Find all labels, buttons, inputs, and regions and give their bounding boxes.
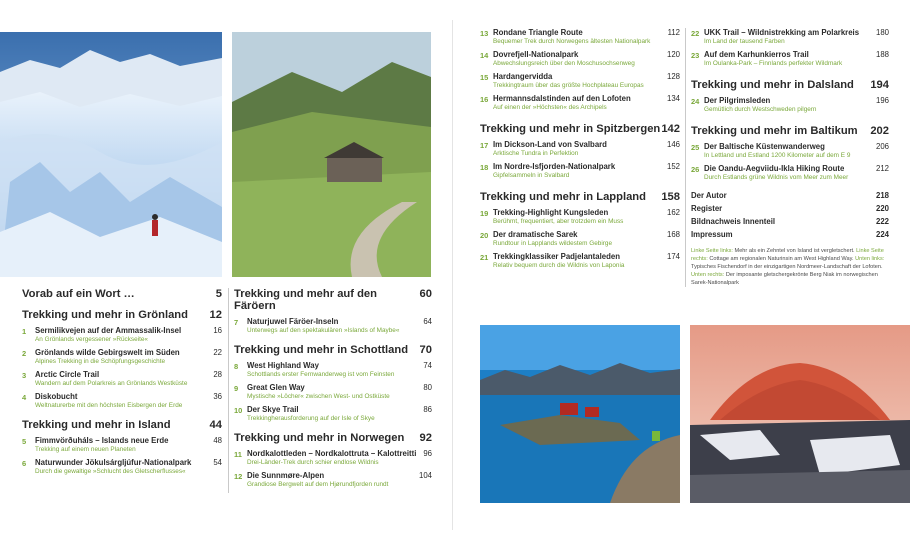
section-title: Trekking und mehr in Spitzbergen bbox=[480, 123, 661, 135]
toc-column-left-2 bbox=[228, 288, 432, 493]
toc-column-right-1 bbox=[480, 28, 680, 274]
entry-number: 8 bbox=[234, 362, 239, 371]
entry-number: 16 bbox=[480, 95, 489, 104]
entry-title: Der Baltische Küstenwanderweg bbox=[704, 142, 825, 151]
entry-number: 7 bbox=[234, 318, 239, 327]
entry-page: 180 bbox=[875, 28, 889, 37]
section-schottland bbox=[234, 344, 432, 422]
entry-page: 146 bbox=[666, 140, 680, 149]
back-matter-item[interactable] bbox=[691, 191, 889, 200]
entry-page: 86 bbox=[423, 405, 432, 414]
entry-number: 23 bbox=[691, 51, 700, 60]
entry-number: 20 bbox=[480, 231, 489, 240]
toc-entry[interactable] bbox=[480, 252, 680, 269]
photo-glacier bbox=[0, 32, 222, 277]
toc-entry[interactable] bbox=[691, 96, 889, 113]
entry-page: 120 bbox=[666, 50, 680, 59]
entry-title: Diskobucht bbox=[35, 392, 78, 401]
entry-number: 1 bbox=[22, 327, 27, 336]
back-matter-item[interactable] bbox=[691, 217, 889, 226]
entry-number: 17 bbox=[480, 141, 489, 150]
toc-entry[interactable] bbox=[691, 164, 889, 181]
entry-page: 128 bbox=[666, 72, 680, 81]
entry-subtitle: Relativ bequem durch die Wildnis von Laponia bbox=[493, 262, 625, 269]
entry-title: Im Dickson-Land von Svalbard bbox=[493, 140, 607, 149]
entry-title: Naturwunder Jökulsárgljúfur-Nationalpark bbox=[35, 458, 192, 467]
entry-number: 11 bbox=[234, 450, 242, 459]
entry-number: 2 bbox=[22, 349, 27, 358]
entry-title: Im Nordre-Isfjorden-Nationalpark bbox=[493, 162, 616, 171]
entry-number: 10 bbox=[234, 406, 243, 415]
section-page: 70 bbox=[419, 344, 432, 356]
entry-number: 4 bbox=[22, 393, 27, 402]
entry-page: 152 bbox=[666, 162, 680, 171]
entry-page: 28 bbox=[213, 370, 222, 379]
entry-title: Trekking-Highlight Kungsleden bbox=[493, 208, 609, 217]
entry-subtitle: Gipfelsammeln in Svalbard bbox=[493, 172, 570, 179]
toc-entry[interactable] bbox=[22, 436, 222, 453]
section-page: 158 bbox=[661, 191, 680, 203]
entry-subtitle: In Lettland und Estland 1200 Kilometer auf dem E 9 bbox=[704, 152, 851, 159]
section-heading[interactable] bbox=[691, 125, 889, 137]
entry-title: Sermilikvejen auf der Ammassalik-Insel bbox=[35, 326, 182, 335]
entry-title: Der Pilgrimsleden bbox=[704, 96, 771, 105]
toc-entry[interactable] bbox=[480, 208, 680, 225]
entry-title: Rondane Triangle Route bbox=[493, 28, 583, 37]
vorab-title: Vorab auf ein Wort … bbox=[22, 288, 135, 300]
entry-subtitle: Arktische Tundra in Perfektion bbox=[493, 150, 579, 157]
entry-page: 168 bbox=[666, 230, 680, 239]
entry-title: Naturjuwel Färöer-Inseln bbox=[247, 317, 339, 326]
toc-entry[interactable] bbox=[22, 370, 222, 387]
entry-title: Hardangervidda bbox=[493, 72, 553, 81]
toc-entry[interactable] bbox=[691, 50, 889, 67]
entry-subtitle: Im Land der tausend Farben bbox=[704, 38, 785, 45]
caption-text: Typisches Fischendorf in der einzigartigen Nordmeer-Landschaft der Lofoten. bbox=[691, 264, 883, 270]
entry-page: 64 bbox=[423, 317, 432, 326]
entry-number: 12 bbox=[234, 472, 243, 481]
entry-number: 13 bbox=[480, 29, 489, 38]
section-title: Trekking und mehr in Island bbox=[22, 419, 171, 431]
entry-page: 206 bbox=[875, 142, 889, 151]
entry-number: 21 bbox=[480, 253, 489, 262]
entry-number: 15 bbox=[480, 73, 489, 82]
toc-entry[interactable] bbox=[691, 142, 889, 159]
entry-subtitle: Trekkingherausforderung auf der Isle of Skye bbox=[247, 415, 375, 422]
caption-label: Linke Seite rechts: bbox=[691, 248, 884, 262]
toc-entry[interactable] bbox=[234, 383, 432, 400]
entry-title: Der Skye Trail bbox=[247, 405, 299, 414]
section-heading[interactable] bbox=[234, 344, 432, 356]
toc-column-right-2 bbox=[685, 28, 889, 287]
item-page: 220 bbox=[875, 204, 889, 213]
caption-label: Unten links: bbox=[855, 256, 885, 262]
entry-number: 19 bbox=[480, 209, 489, 218]
toc-entry[interactable] bbox=[480, 72, 680, 89]
entry-title: Nordkalottleden – Nordkalottruta – Kalottreitti bbox=[247, 449, 417, 458]
toc-entry[interactable] bbox=[234, 405, 432, 422]
toc-entry[interactable] bbox=[234, 449, 432, 466]
entry-number: 18 bbox=[480, 163, 489, 172]
toc-entry[interactable] bbox=[22, 348, 222, 365]
vorab-page: 5 bbox=[215, 288, 222, 300]
section-title: Trekking und mehr in Grönland bbox=[22, 309, 188, 321]
section-title: Trekking und mehr in Dalsland bbox=[691, 79, 854, 91]
section-groenland bbox=[22, 309, 222, 409]
entry-number: 24 bbox=[691, 97, 700, 106]
toc-entry[interactable] bbox=[480, 140, 680, 157]
entry-subtitle: Unterwegs auf den spektakulären »Islands of Maybe« bbox=[247, 327, 400, 334]
entry-page: 16 bbox=[213, 326, 222, 335]
toc-entry[interactable] bbox=[480, 162, 680, 179]
entry-subtitle: Trekking auf einem neuen Planeten bbox=[35, 446, 136, 453]
section-heading[interactable] bbox=[234, 288, 432, 312]
entry-subtitle: Rundtour in Lapplands wildestem Gebirge bbox=[493, 240, 613, 247]
section-faeroeer bbox=[234, 288, 432, 334]
entry-page: 174 bbox=[666, 252, 680, 261]
toc-entry[interactable] bbox=[480, 94, 680, 111]
entry-number: 9 bbox=[234, 384, 239, 393]
entry-title: Auf dem Karhunkierros Trail bbox=[704, 50, 809, 59]
item-title: Bildnachweis Innenteil bbox=[691, 217, 776, 226]
toc-vorab[interactable] bbox=[22, 288, 222, 300]
entry-page: 54 bbox=[213, 458, 222, 467]
caption-text: Cottage am regionalen Naturinsin am West Highland Way. bbox=[707, 256, 854, 262]
section-island bbox=[22, 419, 222, 475]
entry-subtitle: Durch die gewaltige »Schlucht des Gletscherflusses« bbox=[35, 468, 186, 475]
entry-title: West Highland Way bbox=[247, 361, 319, 370]
back-matter bbox=[691, 191, 889, 239]
entry-subtitle: Abwechslungsreich über den Moschusochsenweg bbox=[493, 60, 635, 67]
section-baltikum bbox=[691, 125, 889, 181]
entry-page: 196 bbox=[875, 96, 889, 105]
section-page: 92 bbox=[419, 432, 432, 444]
section-dalsland bbox=[691, 79, 889, 113]
toc-entry[interactable] bbox=[234, 471, 432, 488]
entry-number: 22 bbox=[691, 29, 700, 38]
entry-number: 14 bbox=[480, 51, 489, 60]
back-matter-item[interactable] bbox=[691, 204, 889, 213]
entry-page: 212 bbox=[875, 164, 889, 173]
toc-entry[interactable] bbox=[480, 50, 680, 67]
entry-subtitle: Auf einen der »Höchsten« des Archipels bbox=[493, 104, 607, 111]
entry-subtitle: Berühmt, frequentiert, aber trotzdem ein Muss bbox=[493, 218, 624, 225]
entry-page: 104 bbox=[418, 471, 432, 480]
toc-entry[interactable] bbox=[234, 317, 432, 334]
entry-title: Great Glen Way bbox=[247, 383, 305, 392]
entry-subtitle: Grandiose Bergwelt auf dem Hjørundfjorden rundt bbox=[247, 481, 389, 488]
section-title: Trekking und mehr in Schottland bbox=[234, 344, 409, 356]
item-title: Impressum bbox=[691, 230, 733, 239]
caption-text: Mehr als ein Zehntel von Island ist vergletschert. bbox=[732, 248, 855, 254]
toc-entry[interactable] bbox=[691, 28, 889, 45]
section-heading[interactable] bbox=[22, 309, 222, 321]
photo-caption bbox=[691, 247, 889, 287]
entry-title: Arctic Circle Trail bbox=[35, 370, 100, 379]
entry-subtitle: Bequemer Trek durch Norwegens ältesten Nationalpark bbox=[493, 38, 651, 45]
item-page: 218 bbox=[875, 191, 889, 200]
entry-subtitle: Alpines Trekking in die Schöpfungsgeschichte bbox=[35, 358, 166, 365]
section-heading[interactable] bbox=[691, 79, 889, 91]
toc-entry[interactable] bbox=[480, 230, 680, 247]
photo-highland-cottage bbox=[232, 32, 431, 277]
section-page: 60 bbox=[419, 288, 432, 300]
section-norwegen bbox=[234, 432, 432, 488]
section-heading[interactable] bbox=[234, 432, 432, 444]
entry-subtitle: Weltnaturerbe mit den höchsten Eisbergen der Erde bbox=[35, 402, 183, 409]
entry-page: 22 bbox=[213, 348, 222, 357]
entry-subtitle: Mystische »Löcher« zwischen West- und Ostküste bbox=[247, 393, 390, 400]
caption-text: Der imposante gletschergekrönte Berg Niak im norwegischen Sarek-Nationalpark bbox=[691, 272, 878, 286]
entry-subtitle: Wandern auf dem Polarkreis an Grönlands Westküste bbox=[35, 380, 188, 387]
entry-subtitle: An Grönlands vergessener »Rückseite« bbox=[35, 336, 148, 343]
section-page: 44 bbox=[209, 419, 222, 431]
section-heading[interactable] bbox=[22, 419, 222, 431]
entry-subtitle: Durch Estlands grüne Wildnis vom Meer zum Meer bbox=[704, 174, 849, 181]
entry-title: Die Oandu-Aegviidu-Ikla Hiking Route bbox=[704, 164, 845, 173]
section-title: Trekking und mehr auf den Färöern bbox=[234, 288, 377, 312]
entry-subtitle: Schottlands erster Fernwanderweg ist vom Feinsten bbox=[247, 371, 395, 378]
toc-entry[interactable] bbox=[22, 458, 222, 475]
section-heading[interactable] bbox=[480, 123, 680, 135]
toc-entry[interactable] bbox=[22, 326, 222, 343]
entry-page: 134 bbox=[666, 94, 680, 103]
entry-page: 80 bbox=[423, 383, 432, 392]
entry-page: 36 bbox=[213, 392, 222, 401]
entry-title: Fimmvörðuháls – Islands neue Erde bbox=[35, 436, 169, 445]
entry-number: 3 bbox=[22, 371, 27, 380]
entry-subtitle: Drei-Länder-Trek durch schier endlose Wildnis bbox=[247, 459, 379, 466]
photo-lofoten-village bbox=[480, 325, 680, 503]
entry-subtitle: Im Oulanka-Park – Finnlands perfekter Wildmark bbox=[704, 60, 843, 67]
entry-title: Trekkingklassiker Padjelantaleden bbox=[493, 252, 620, 261]
entry-subtitle: Trekkingtraum über das größte Hochplateau Europas bbox=[493, 82, 644, 89]
caption-label: Unten rechts: bbox=[691, 272, 725, 278]
item-title: Register bbox=[691, 204, 723, 213]
entry-title: UKK Trail – Wildnistrekking am Polarkreis bbox=[704, 28, 860, 37]
toc-entry[interactable] bbox=[234, 361, 432, 378]
section-heading[interactable] bbox=[480, 191, 680, 203]
section-page: 12 bbox=[209, 309, 222, 321]
section-spitzbergen bbox=[480, 123, 680, 179]
item-page: 222 bbox=[875, 217, 889, 226]
entry-page: 112 bbox=[667, 28, 680, 37]
section-page: 202 bbox=[870, 125, 889, 137]
photo-sarek-mountain bbox=[690, 325, 910, 503]
toc-column-left-1 bbox=[22, 288, 222, 480]
entry-page: 188 bbox=[875, 50, 889, 59]
item-title: Der Autor bbox=[691, 191, 727, 200]
section-title: Trekking und mehr in Lappland bbox=[480, 191, 646, 203]
entry-title: Grönlands wilde Gebirgswelt im Süden bbox=[35, 348, 180, 357]
entry-subtitle: Gemütlich durch Westschweden pilgern bbox=[704, 106, 817, 113]
section-title: Trekking und mehr in Norwegen bbox=[234, 432, 405, 444]
section-title: Trekking und mehr im Baltikum bbox=[691, 125, 858, 137]
entry-number: 5 bbox=[22, 437, 27, 446]
section-page: 142 bbox=[661, 123, 680, 135]
page-gutter bbox=[452, 20, 453, 530]
toc-entry[interactable] bbox=[22, 392, 222, 409]
section-page: 194 bbox=[870, 79, 889, 91]
toc-entry[interactable] bbox=[480, 28, 680, 45]
entry-title: Hermannsdalstinden auf den Lofoten bbox=[493, 94, 631, 103]
entry-page: 96 bbox=[423, 449, 432, 458]
entry-title: Dovrefjell-Nationalpark bbox=[493, 50, 579, 59]
entry-page: 48 bbox=[213, 436, 222, 445]
item-page: 224 bbox=[875, 230, 889, 239]
entry-page: 74 bbox=[423, 361, 432, 370]
entry-number: 26 bbox=[691, 165, 700, 174]
caption-label: Linke Seite links: bbox=[691, 248, 733, 254]
entry-title: Die Sunnmøre-Alpen bbox=[247, 471, 325, 480]
entry-number: 6 bbox=[22, 459, 27, 468]
back-matter-item[interactable] bbox=[691, 230, 889, 239]
entry-page: 162 bbox=[666, 208, 680, 217]
section-lappland bbox=[480, 191, 680, 269]
entry-number: 25 bbox=[691, 143, 700, 152]
entry-title: Der dramatische Sarek bbox=[493, 230, 578, 239]
